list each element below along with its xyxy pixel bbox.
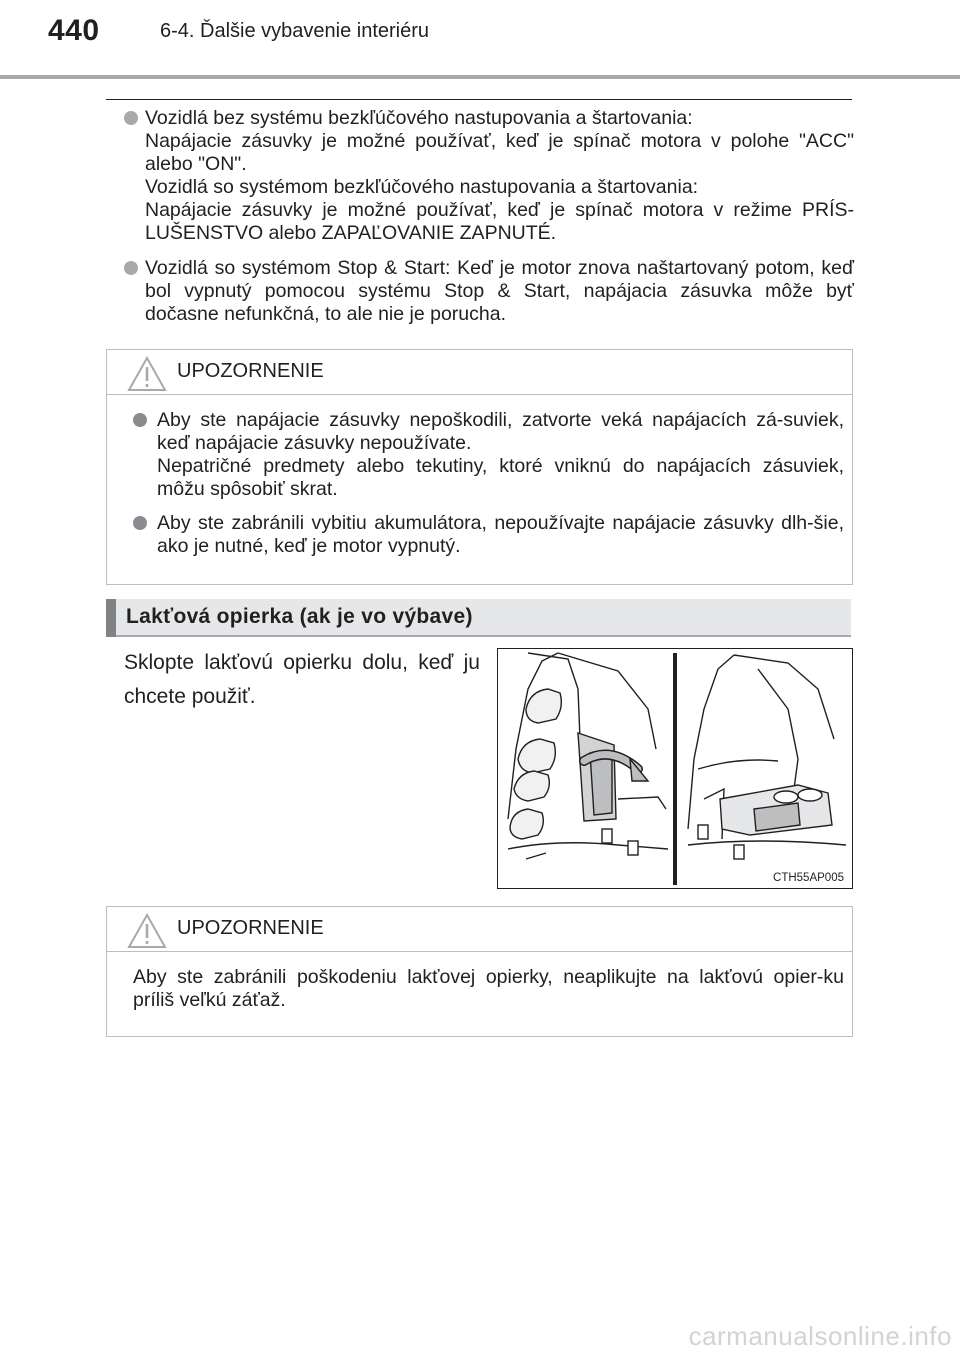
caution-body <box>107 952 852 1028</box>
heading-accent-bar <box>106 599 116 637</box>
section-title: 6-4. Ďalšie vybavenie interiéru <box>160 20 430 42</box>
caution-paragraph: Nepatričné predmety alebo tekutiny, ktoré vniknú do napájacích zásuviek, môžu spôsobiť skrat. <box>157 455 844 500</box>
note-paragraph: Vozidlá so systémom Stop & Start: Keď je motor znova naštartovaný potom, keď bol vypnutý pomocou systému Stop & Start, napájacia zásuvka môže byť dočasne nefunkčná, to ale nie je porucha. <box>145 257 854 325</box>
note-paragraph: Vozidlá bez systému bezkľúčového nastupovania a štartovania: <box>145 107 693 129</box>
notes-list <box>124 107 854 326</box>
section-heading <box>106 599 851 637</box>
note-paragraph: Napájacie zásuvky je možné používať, keď je spínač motora v polohe "ACC" alebo "ON". <box>145 130 854 175</box>
caution-item <box>133 512 844 558</box>
caution-header <box>107 350 852 395</box>
note-item <box>124 257 854 326</box>
caution-paragraph: Aby ste zabránili poškodeniu lakťovej opierky, neaplikujte na lakťovú opier-ku príliš veľkú záťaž. <box>133 966 844 1011</box>
caution-header <box>107 907 852 952</box>
note-item <box>124 107 854 245</box>
caution-box-armrest <box>106 906 853 1037</box>
watermark: carmanualsonline.info <box>688 1321 952 1351</box>
caution-label: UPOZORNENIE <box>177 360 324 382</box>
warning-triangle-icon <box>127 913 167 949</box>
section-heading-text: Lakťová opierka (ak je vo výbave) <box>126 605 473 628</box>
note-paragraph: Napájacie zásuvky je možné používať, keď je spínač motora v režime PRÍS-LUŠENSTVO alebo ZAPAĽOVANIE ZAPNUTÉ. <box>145 199 854 244</box>
bullet-dot-icon <box>133 516 147 530</box>
header-divider <box>0 75 960 79</box>
bullet-dot-icon <box>124 261 138 275</box>
bullet-dot-icon <box>133 413 147 427</box>
armrest-figure <box>497 648 853 889</box>
content-top-rule <box>106 99 852 100</box>
figure-code: CTH55AP005 <box>773 872 844 884</box>
armrest-illustration <box>498 649 852 888</box>
caution-item <box>133 409 844 501</box>
page-header <box>0 0 960 80</box>
instruction-text: Sklopte lakťovú opierku dolu, keď ju chcete použiť. <box>124 651 480 708</box>
caution-paragraph: Aby ste napájacie zásuvky nepoškodili, zatvorte veká napájacích zá-suviek, keď napájacie zásuvky nepoužívate. <box>157 409 844 454</box>
warning-triangle-icon <box>127 356 167 392</box>
page-number: 440 <box>48 14 100 47</box>
caution-box <box>106 349 853 585</box>
caution-label: UPOZORNENIE <box>177 917 324 939</box>
bullet-dot-icon <box>124 111 138 125</box>
caution-paragraph: Aby ste zabránili vybitiu akumulátora, nepoužívajte napájacie zásuvky dlh-šie, ako je nutné, keď je motor vypnutý. <box>157 512 844 557</box>
note-paragraph: Vozidlá so systémom bezkľúčového nastupovania a štartovania: <box>145 176 699 198</box>
caution-body <box>107 395 852 585</box>
